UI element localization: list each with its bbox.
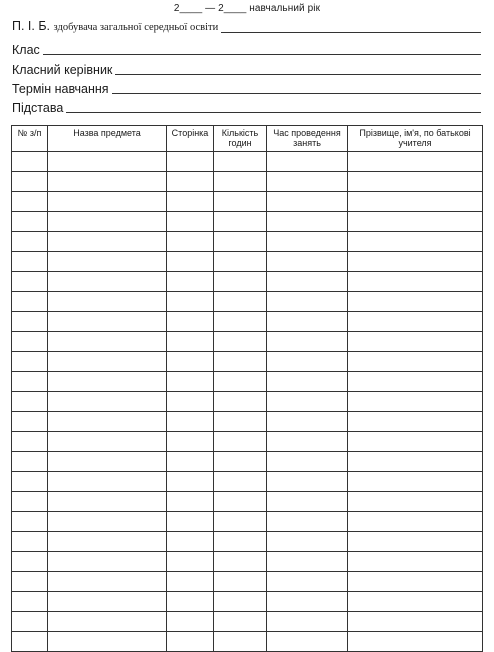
- cell-number[interactable]: [12, 312, 48, 332]
- table-row: [12, 152, 483, 172]
- field-class: [12, 39, 481, 57]
- cell-time[interactable]: [267, 512, 348, 532]
- cell-number[interactable]: [12, 592, 48, 612]
- cell-subject[interactable]: [48, 152, 167, 172]
- cell-subject[interactable]: [48, 532, 167, 552]
- table-row: [12, 592, 483, 612]
- cell-subject[interactable]: [48, 172, 167, 192]
- cell-teacher[interactable]: [348, 192, 483, 212]
- cell-number[interactable]: [12, 452, 48, 472]
- field-term-label: Термін навчання: [12, 82, 109, 96]
- table-row: [12, 272, 483, 292]
- cell-time[interactable]: [267, 232, 348, 252]
- cell-subject[interactable]: [48, 372, 167, 392]
- cell-teacher[interactable]: [348, 452, 483, 472]
- cell-subject[interactable]: [48, 212, 167, 232]
- cell-page[interactable]: [167, 232, 214, 252]
- cell-teacher[interactable]: [348, 592, 483, 612]
- table-row: [12, 232, 483, 252]
- cell-subject[interactable]: [48, 432, 167, 452]
- cell-time[interactable]: [267, 292, 348, 312]
- cell-time[interactable]: [267, 492, 348, 512]
- cell-time[interactable]: [267, 432, 348, 452]
- field-pib-input[interactable]: [221, 21, 481, 33]
- cell-page[interactable]: [167, 172, 214, 192]
- cell-hours[interactable]: [214, 152, 267, 172]
- cell-page[interactable]: [167, 272, 214, 292]
- field-class-input[interactable]: [43, 43, 481, 55]
- field-teacher: [12, 59, 481, 77]
- cell-number[interactable]: [12, 212, 48, 232]
- cell-page[interactable]: [167, 192, 214, 212]
- table-row: [12, 472, 483, 492]
- cell-subject[interactable]: [48, 512, 167, 532]
- cell-subject[interactable]: [48, 332, 167, 352]
- field-pib: [12, 17, 481, 35]
- cell-hours[interactable]: [214, 192, 267, 212]
- table-row: [12, 612, 483, 632]
- cell-page[interactable]: [167, 572, 214, 592]
- cell-number[interactable]: [12, 292, 48, 312]
- col-header-time: Час проведення занять: [267, 126, 348, 152]
- cell-page[interactable]: [167, 212, 214, 232]
- cell-number[interactable]: [12, 472, 48, 492]
- cell-hours[interactable]: [214, 512, 267, 532]
- col-header-page: Сторінка: [167, 126, 214, 152]
- cell-hours[interactable]: [214, 412, 267, 432]
- table-row: [12, 512, 483, 532]
- field-term-input[interactable]: [112, 82, 481, 94]
- cell-time[interactable]: [267, 532, 348, 552]
- table-row: [12, 372, 483, 392]
- cell-hours[interactable]: [214, 452, 267, 472]
- cell-teacher[interactable]: [348, 532, 483, 552]
- cell-hours[interactable]: [214, 532, 267, 552]
- cell-page[interactable]: [167, 612, 214, 632]
- table-body: [12, 152, 483, 652]
- cell-page[interactable]: [167, 312, 214, 332]
- cell-number[interactable]: [12, 632, 48, 652]
- table-row: [12, 392, 483, 412]
- cell-hours[interactable]: [214, 292, 267, 312]
- cell-teacher[interactable]: [348, 212, 483, 232]
- field-teacher-input[interactable]: [115, 63, 481, 75]
- table-row: [12, 252, 483, 272]
- cell-teacher[interactable]: [348, 632, 483, 652]
- cell-hours[interactable]: [214, 492, 267, 512]
- cell-time[interactable]: [267, 472, 348, 492]
- cell-teacher[interactable]: [348, 292, 483, 312]
- cell-time[interactable]: [267, 152, 348, 172]
- cell-time[interactable]: [267, 552, 348, 572]
- cell-page[interactable]: [167, 392, 214, 412]
- cell-number[interactable]: [12, 532, 48, 552]
- cell-time[interactable]: [267, 452, 348, 472]
- cell-page[interactable]: [167, 152, 214, 172]
- cell-teacher[interactable]: [348, 392, 483, 412]
- cell-page[interactable]: [167, 372, 214, 392]
- cell-number[interactable]: [12, 552, 48, 572]
- cell-subject[interactable]: [48, 612, 167, 632]
- cell-time[interactable]: [267, 252, 348, 272]
- cell-page[interactable]: [167, 512, 214, 532]
- cell-teacher[interactable]: [348, 472, 483, 492]
- table-row: [12, 292, 483, 312]
- cell-teacher[interactable]: [348, 572, 483, 592]
- table-row: [12, 492, 483, 512]
- cell-hours[interactable]: [214, 352, 267, 372]
- table-row: [12, 532, 483, 552]
- cell-number[interactable]: [12, 392, 48, 412]
- cell-page[interactable]: [167, 292, 214, 312]
- cell-page[interactable]: [167, 252, 214, 272]
- table-row: [12, 312, 483, 332]
- cell-teacher[interactable]: [348, 272, 483, 292]
- cell-hours[interactable]: [214, 572, 267, 592]
- cell-subject[interactable]: [48, 192, 167, 212]
- cell-time[interactable]: [267, 192, 348, 212]
- field-basis: [12, 97, 481, 115]
- cell-number[interactable]: [12, 232, 48, 252]
- cell-teacher[interactable]: [348, 352, 483, 372]
- cell-number[interactable]: [12, 172, 48, 192]
- cell-number[interactable]: [12, 612, 48, 632]
- cell-teacher[interactable]: [348, 152, 483, 172]
- cell-number[interactable]: [12, 192, 48, 212]
- cell-hours[interactable]: [214, 212, 267, 232]
- field-term: [12, 78, 481, 96]
- cell-teacher[interactable]: [348, 552, 483, 572]
- cell-number[interactable]: [12, 272, 48, 292]
- field-basis-input[interactable]: [66, 101, 481, 113]
- cell-page[interactable]: [167, 452, 214, 472]
- cell-number[interactable]: [12, 512, 48, 532]
- cell-subject[interactable]: [48, 292, 167, 312]
- cell-hours[interactable]: [214, 592, 267, 612]
- cell-page[interactable]: [167, 632, 214, 652]
- cell-time[interactable]: [267, 312, 348, 332]
- table-row: [12, 172, 483, 192]
- cell-subject[interactable]: [48, 352, 167, 372]
- cell-hours[interactable]: [214, 472, 267, 492]
- cell-page[interactable]: [167, 412, 214, 432]
- col-header-number: № з/п: [12, 126, 48, 152]
- field-pib-label: П. І. Б. здобувача загальної середньої освіти: [12, 19, 219, 33]
- cell-time[interactable]: [267, 332, 348, 352]
- table-row: [12, 432, 483, 452]
- cell-page[interactable]: [167, 472, 214, 492]
- cell-teacher[interactable]: [348, 372, 483, 392]
- col-header-hours: Кількість годин: [214, 126, 267, 152]
- col-header-teacher: Прізвище, ім'я, по батькові учителя: [348, 126, 483, 152]
- cell-subject[interactable]: [48, 632, 167, 652]
- cell-time[interactable]: [267, 392, 348, 412]
- cell-teacher[interactable]: [348, 412, 483, 432]
- table-header-row: [12, 126, 483, 152]
- cell-hours[interactable]: [214, 172, 267, 192]
- subjects-table: [11, 125, 483, 652]
- cell-hours[interactable]: [214, 272, 267, 292]
- cell-subject[interactable]: [48, 252, 167, 272]
- cell-hours[interactable]: [214, 432, 267, 452]
- cell-hours[interactable]: [214, 332, 267, 352]
- cell-subject[interactable]: [48, 492, 167, 512]
- cell-hours[interactable]: [214, 632, 267, 652]
- cell-time[interactable]: [267, 372, 348, 392]
- cell-page[interactable]: [167, 332, 214, 352]
- field-teacher-label: Класний керівник: [12, 63, 113, 77]
- cell-page[interactable]: [167, 552, 214, 572]
- cell-hours[interactable]: [214, 232, 267, 252]
- table-row: [12, 632, 483, 652]
- field-class-label: Клас: [12, 43, 40, 57]
- cell-teacher[interactable]: [348, 232, 483, 252]
- cell-time[interactable]: [267, 612, 348, 632]
- cell-teacher[interactable]: [348, 492, 483, 512]
- col-header-subject: Назва предмета: [48, 126, 167, 152]
- cell-time[interactable]: [267, 412, 348, 432]
- cell-teacher[interactable]: [348, 612, 483, 632]
- cell-subject[interactable]: [48, 412, 167, 432]
- field-basis-label: Підстава: [12, 101, 64, 115]
- table-row: [12, 192, 483, 212]
- cell-teacher[interactable]: [348, 252, 483, 272]
- cell-number[interactable]: [12, 492, 48, 512]
- table-row: [12, 572, 483, 592]
- cell-teacher[interactable]: [348, 172, 483, 192]
- cell-hours[interactable]: [214, 372, 267, 392]
- cell-number[interactable]: [12, 432, 48, 452]
- cell-page[interactable]: [167, 352, 214, 372]
- cell-teacher[interactable]: [348, 312, 483, 332]
- cell-time[interactable]: [267, 592, 348, 612]
- cell-hours[interactable]: [214, 612, 267, 632]
- cell-number[interactable]: [12, 152, 48, 172]
- cell-hours[interactable]: [214, 392, 267, 412]
- cell-teacher[interactable]: [348, 432, 483, 452]
- cell-number[interactable]: [12, 252, 48, 272]
- cell-number[interactable]: [12, 372, 48, 392]
- cell-subject[interactable]: [48, 472, 167, 492]
- table-row: [12, 552, 483, 572]
- cell-teacher[interactable]: [348, 512, 483, 532]
- cell-time[interactable]: [267, 572, 348, 592]
- cell-time[interactable]: [267, 212, 348, 232]
- table-row: [12, 352, 483, 372]
- table-row: [12, 412, 483, 432]
- cell-subject[interactable]: [48, 392, 167, 412]
- cell-page[interactable]: [167, 432, 214, 452]
- cell-hours[interactable]: [214, 312, 267, 332]
- table-row: [12, 452, 483, 472]
- cell-time[interactable]: [267, 632, 348, 652]
- cell-subject[interactable]: [48, 572, 167, 592]
- cell-subject[interactable]: [48, 592, 167, 612]
- cell-page[interactable]: [167, 492, 214, 512]
- cell-time[interactable]: [267, 352, 348, 372]
- cell-number[interactable]: [12, 412, 48, 432]
- cell-time[interactable]: [267, 272, 348, 292]
- cell-page[interactable]: [167, 532, 214, 552]
- cell-subject[interactable]: [48, 272, 167, 292]
- cell-teacher[interactable]: [348, 332, 483, 352]
- cell-subject[interactable]: [48, 232, 167, 252]
- cell-page[interactable]: [167, 592, 214, 612]
- cell-subject[interactable]: [48, 552, 167, 572]
- cell-subject[interactable]: [48, 452, 167, 472]
- cell-time[interactable]: [267, 172, 348, 192]
- academic-year-line: 2____ — 2____ навчальний рік: [173, 3, 321, 14]
- cell-number[interactable]: [12, 352, 48, 372]
- cell-subject[interactable]: [48, 312, 167, 332]
- table-row: [12, 212, 483, 232]
- cell-hours[interactable]: [214, 552, 267, 572]
- table-row: [12, 332, 483, 352]
- cell-hours[interactable]: [214, 252, 267, 272]
- cell-number[interactable]: [12, 332, 48, 352]
- cell-number[interactable]: [12, 572, 48, 592]
